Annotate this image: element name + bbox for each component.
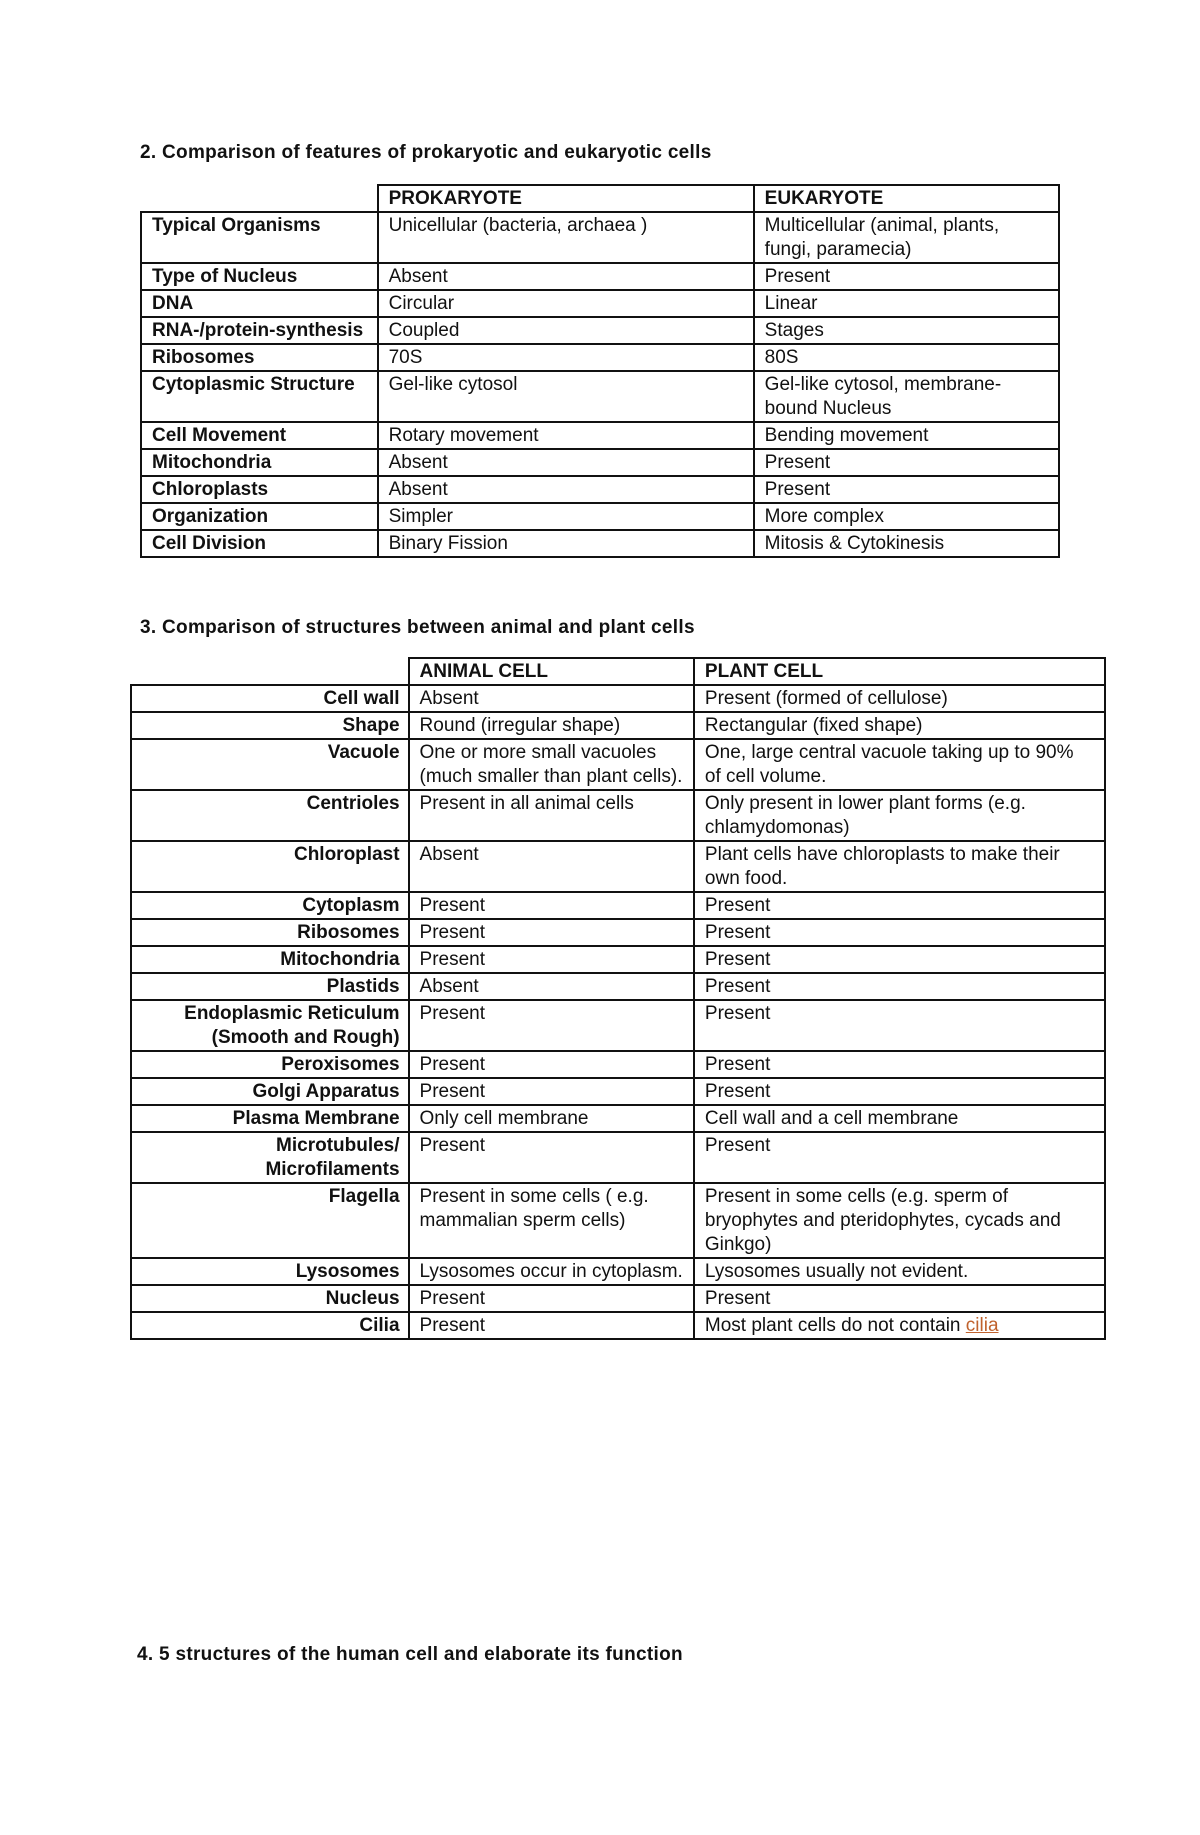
eukaryote-cell: Mitosis & Cytokinesis xyxy=(754,530,1059,557)
plant-cell: Present xyxy=(694,892,1105,919)
table-row xyxy=(131,1000,1105,1051)
plant-cell: Present xyxy=(694,1285,1105,1312)
table-row xyxy=(141,449,1059,476)
table-row xyxy=(131,1258,1105,1285)
eukaryote-cell: Present xyxy=(754,449,1059,476)
plant-cell: Present xyxy=(694,919,1105,946)
table-row xyxy=(141,263,1059,290)
plant-cell: Present in some cells (e.g. sperm of bryophytes and pteridophytes, cycads and Ginkgo) xyxy=(694,1183,1105,1258)
prokaryote-cell: Binary Fission xyxy=(378,530,754,557)
header-blank-cell xyxy=(141,185,378,212)
animal-cell: Present xyxy=(409,1051,694,1078)
row-label: DNA xyxy=(141,290,378,317)
row-label: Lysosomes xyxy=(131,1258,409,1285)
prokaryote-cell: 70S xyxy=(378,344,754,371)
prokaryote-cell: Circular xyxy=(378,290,754,317)
table-row xyxy=(131,973,1105,1000)
animal-cell: Present xyxy=(409,946,694,973)
table-row xyxy=(141,476,1059,503)
animal-cell: One or more small vacuoles (much smaller than plant cells). xyxy=(409,739,694,790)
animal-cell: Present xyxy=(409,919,694,946)
row-label: Shape xyxy=(131,712,409,739)
row-label: Centrioles xyxy=(131,790,409,841)
prokaryote-cell: Absent xyxy=(378,476,754,503)
eukaryote-cell: Present xyxy=(754,263,1059,290)
table-row xyxy=(141,422,1059,449)
row-label: Mitochondria xyxy=(131,946,409,973)
eukaryote-cell: Stages xyxy=(754,317,1059,344)
animal-cell: Present xyxy=(409,1132,694,1183)
plant-cell: Cell wall and a cell membrane xyxy=(694,1105,1105,1132)
table-row xyxy=(131,1132,1105,1183)
eukaryote-cell: More complex xyxy=(754,503,1059,530)
prokaryote-cell: Coupled xyxy=(378,317,754,344)
table-row xyxy=(141,371,1059,422)
row-label: Golgi Apparatus xyxy=(131,1078,409,1105)
table-row xyxy=(131,946,1105,973)
row-label: Type of Nucleus xyxy=(141,263,378,290)
row-label: Vacuole xyxy=(131,739,409,790)
prokaryote-cell: Simpler xyxy=(378,503,754,530)
plant-cell: One, large central vacuole taking up to 90% of cell volume. xyxy=(694,739,1105,790)
animal-cell: Present xyxy=(409,1000,694,1051)
table-row xyxy=(141,530,1059,557)
animal-cell: Absent xyxy=(409,685,694,712)
prokaryote-cell: Absent xyxy=(378,449,754,476)
row-label: Cell Movement xyxy=(141,422,378,449)
eukaryote-cell: 80S xyxy=(754,344,1059,371)
row-label: Plasma Membrane xyxy=(131,1105,409,1132)
table-row xyxy=(131,790,1105,841)
table-row xyxy=(141,317,1059,344)
table-row xyxy=(131,739,1105,790)
row-label: Nucleus xyxy=(131,1285,409,1312)
plant-cell: Lysosomes usually not evident. xyxy=(694,1258,1105,1285)
row-label: Organization xyxy=(141,503,378,530)
animal-plant-table-body xyxy=(131,658,1105,1339)
row-label: Cilia xyxy=(131,1312,409,1339)
table-row xyxy=(131,1051,1105,1078)
plant-cell-text: Most plant cells do not contain xyxy=(704,1315,966,1336)
table-header-row xyxy=(141,185,1059,212)
table-row xyxy=(131,712,1105,739)
table-row xyxy=(131,892,1105,919)
row-label: Chloroplast xyxy=(131,841,409,892)
plant-cell: Present xyxy=(694,1000,1105,1051)
plant-cell: Present (formed of cellulose) xyxy=(694,685,1105,712)
table-header-row xyxy=(131,658,1105,685)
table-row xyxy=(131,1183,1105,1258)
table-row xyxy=(141,212,1059,263)
header-prokaryote: PROKARYOTE xyxy=(378,185,754,212)
header-blank-cell xyxy=(131,658,409,685)
header-plant-cell: PLANT CELL xyxy=(694,658,1105,685)
row-label: Typical Organisms xyxy=(141,212,378,263)
animal-cell: Round (irregular shape) xyxy=(409,712,694,739)
table-row xyxy=(131,1285,1105,1312)
prokaryote-cell: Absent xyxy=(378,263,754,290)
row-label: Ribosomes xyxy=(141,344,378,371)
table-row xyxy=(131,841,1105,892)
animal-cell: Absent xyxy=(409,973,694,1000)
plant-cell: Present xyxy=(694,946,1105,973)
prokaryote-cell: Unicellular (bacteria, archaea ) xyxy=(378,212,754,263)
header-animal-cell: ANIMAL CELL xyxy=(409,658,694,685)
section-4-title: 4. 5 structures of the human cell and elaborate its function xyxy=(137,1644,683,1665)
animal-cell: Present in some cells ( e.g. mammalian sperm cells) xyxy=(409,1183,694,1258)
row-label: Cell wall xyxy=(131,685,409,712)
row-label: Cytoplasmic Structure xyxy=(141,371,378,422)
prokaryote-eukaryote-table-body xyxy=(141,185,1059,557)
section-2-title: 2. Comparison of features of prokaryotic and eukaryotic cells xyxy=(140,142,712,163)
header-eukaryote: EUKARYOTE xyxy=(754,185,1059,212)
row-label: Ribosomes xyxy=(131,919,409,946)
animal-cell: Present xyxy=(409,1285,694,1312)
animal-cell: Present xyxy=(409,1312,694,1339)
section-3-title: 3. Comparison of structures between animal and plant cells xyxy=(140,617,695,638)
plant-cell: Plant cells have chloroplasts to make their own food. xyxy=(694,841,1105,892)
row-label: Endoplasmic Reticulum (Smooth and Rough) xyxy=(131,1000,409,1051)
table-row xyxy=(141,344,1059,371)
plant-cell: Present xyxy=(694,1132,1105,1183)
table-row xyxy=(131,1312,1105,1339)
prokaryote-cell: Rotary movement xyxy=(378,422,754,449)
eukaryote-cell: Present xyxy=(754,476,1059,503)
row-label: Microtubules/ Microfilaments xyxy=(131,1132,409,1183)
plant-cell: Present xyxy=(694,1078,1105,1105)
cilia-link[interactable]: cilia xyxy=(965,1315,999,1336)
eukaryote-cell: Gel-like cytosol, membrane-bound Nucleus xyxy=(754,371,1059,422)
plant-cell xyxy=(694,1312,1105,1339)
row-label: Cell Division xyxy=(141,530,378,557)
row-label: Peroxisomes xyxy=(131,1051,409,1078)
row-label: Cytoplasm xyxy=(131,892,409,919)
table-row xyxy=(141,290,1059,317)
table-row xyxy=(141,503,1059,530)
animal-cell: Present in all animal cells xyxy=(409,790,694,841)
animal-cell: Absent xyxy=(409,841,694,892)
row-label: RNA-/protein-synthesis xyxy=(141,317,378,344)
row-label: Chloroplasts xyxy=(141,476,378,503)
prokaryote-eukaryote-table xyxy=(140,184,1060,558)
plant-cell: Present xyxy=(694,973,1105,1000)
animal-cell: Present xyxy=(409,892,694,919)
table-row xyxy=(131,685,1105,712)
eukaryote-cell: Multicellular (animal, plants, fungi, paramecia) xyxy=(754,212,1059,263)
plant-cell: Only present in lower plant forms (e.g. chlamydomonas) xyxy=(694,790,1105,841)
table-row xyxy=(131,1105,1105,1132)
animal-cell: Present xyxy=(409,1078,694,1105)
animal-cell: Only cell membrane xyxy=(409,1105,694,1132)
animal-plant-table xyxy=(130,657,1106,1340)
animal-cell: Lysosomes occur in cytoplasm. xyxy=(409,1258,694,1285)
row-label: Plastids xyxy=(131,973,409,1000)
row-label: Flagella xyxy=(131,1183,409,1258)
row-label: Mitochondria xyxy=(141,449,378,476)
table-row xyxy=(131,1078,1105,1105)
eukaryote-cell: Bending movement xyxy=(754,422,1059,449)
prokaryote-cell: Gel-like cytosol xyxy=(378,371,754,422)
plant-cell: Rectangular (fixed shape) xyxy=(694,712,1105,739)
eukaryote-cell: Linear xyxy=(754,290,1059,317)
plant-cell: Present xyxy=(694,1051,1105,1078)
table-row xyxy=(131,919,1105,946)
